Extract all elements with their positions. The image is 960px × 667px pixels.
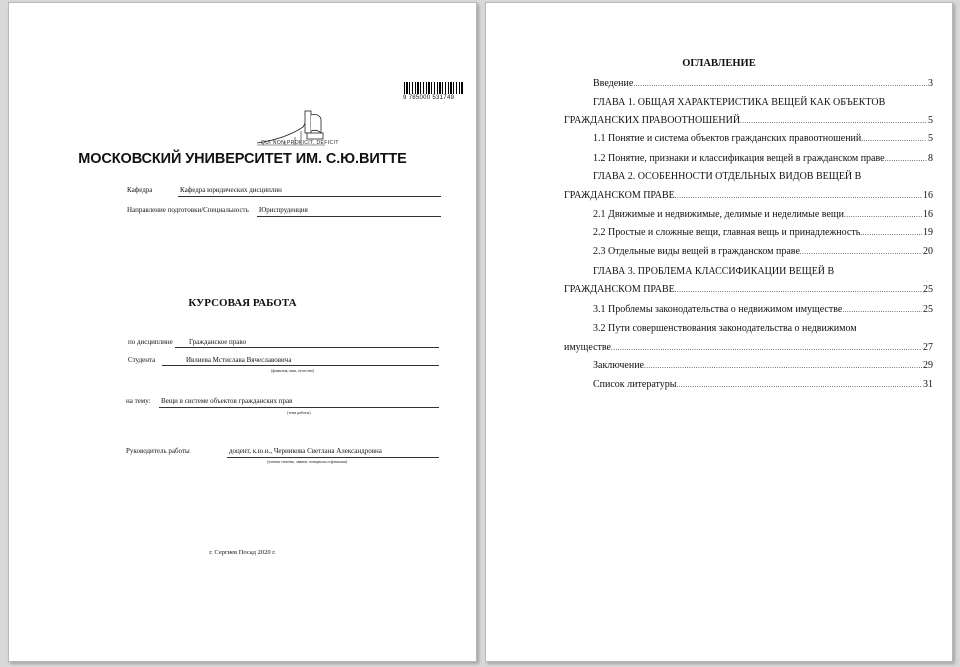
toc-entry-text: 1.1 Понятие и система объектов гражданских правоотношений (593, 133, 862, 144)
toc-entry-text: 2.1 Движимые и недвижимые, делимые и неделимые вещи (593, 209, 844, 220)
toc-entry-text: ГРАЖДАНСКОМ ПРАВЕ (564, 190, 675, 201)
topic-label: на тему: (126, 397, 151, 405)
specialty-line (257, 216, 441, 217)
toc-entry-1-2[interactable] (593, 152, 933, 166)
specialty-label: Направление подготовки/Специальность (127, 206, 249, 214)
toc-entry-2-1[interactable] (593, 208, 933, 222)
toc-entry-text: 1.2 Понятие, признаки и классификация вещей в гражданском праве (593, 153, 885, 164)
toc-entry-page: 5 (928, 115, 933, 126)
topic-line (159, 407, 439, 408)
toc-entry-2-3[interactable] (593, 245, 933, 259)
toc-entry-chapter2-cont[interactable] (564, 189, 933, 203)
topic-hint: (тема работы) (287, 410, 311, 415)
toc-entry-text: Список литературы (593, 379, 677, 390)
supervisor-hint: (ученая степень, звание, инициалы и фамилия) (267, 459, 347, 464)
toc-entry-text: Введение (593, 78, 634, 89)
topic-value: Вещи в системе объектов гражданских прав (161, 397, 293, 405)
toc-entry-text: 2.3 Отдельные виды вещей в гражданском праве (593, 246, 800, 257)
barcode (404, 82, 463, 94)
toc-entry-text: 2.2 Простые и сложные вещи, главная вещь и принадлежность (593, 227, 861, 238)
toc-entry-chapter3[interactable]: ГЛАВА 3. ПРОБЛЕМА КЛАССИФИКАЦИИ ВЕЩЕЙ В (593, 266, 835, 277)
toc-entry-page: 27 (923, 342, 933, 353)
toc-entry-chapter1[interactable]: ГЛАВА 1. ОБЩАЯ ХАРАКТЕРИСТИКА ВЕЩЕЙ КАК ОБЪЕКТОВ (593, 97, 886, 108)
university-logo-icon (255, 109, 333, 153)
specialty-value: Юриспруденция (259, 206, 308, 214)
student-label: Студента (128, 356, 156, 364)
toc-entry-page: 8 (928, 153, 933, 164)
university-name: МОСКОВСКИЙ УНИВЕРСИТЕТ ИМ. С.Ю.ВИТТЕ (78, 151, 407, 167)
toc-entry-text: 3.1 Проблемы законодательства о недвижимом имуществе (593, 304, 843, 315)
student-hint: (фамилия, имя, отчество) (271, 368, 315, 373)
toc-page (485, 2, 953, 662)
toc-entry-page: 3 (928, 78, 933, 89)
toc-entry-2-2[interactable] (593, 226, 933, 240)
logo-motto: QUI NON PROFICIT, DEFICIT (261, 140, 339, 146)
student-value: Ивлиева Мстислава Вячеславовича (186, 356, 292, 364)
toc-entry-references[interactable] (593, 378, 933, 392)
toc-entry-page: 20 (923, 246, 933, 257)
toc-entry-conclusion[interactable] (593, 359, 933, 373)
toc-entry-text: ГРАЖДАНСКИХ ПРАВООТНОШЕНИЙ (564, 115, 741, 126)
supervisor-value: доцент, к.ю.н., Черникова Светлана Александровна (229, 447, 382, 455)
toc-title: ОГЛАВЛЕНИЕ (682, 58, 756, 69)
department-value: Кафедра юридических дисциплин (180, 186, 282, 194)
department-line (178, 196, 441, 197)
title-page (8, 2, 477, 662)
department-label: Кафедра (127, 186, 153, 194)
discipline-label: по дисциплине (128, 338, 173, 346)
city-year: г. Сергиев Посад 2020 г. (209, 549, 276, 556)
toc-entry-1-1[interactable] (593, 132, 933, 146)
toc-entry-page: 19 (923, 227, 933, 238)
supervisor-label: Руководитель работы (126, 447, 190, 455)
toc-entry-intro[interactable] (593, 77, 933, 91)
discipline-value: Гражданское право (189, 338, 247, 346)
toc-entry-chapter2[interactable]: ГЛАВА 2. ОСОБЕННОСТИ ОТДЕЛЬНЫХ ВИДОВ ВЕЩЕЙ В (593, 171, 862, 182)
toc-entry-page: 25 (923, 304, 933, 315)
toc-entry-page: 5 (928, 133, 933, 144)
toc-entry-page: 25 (923, 284, 933, 295)
toc-entry-page: 16 (923, 190, 933, 201)
toc-entry-chapter1-cont[interactable] (564, 114, 933, 128)
discipline-line (175, 347, 439, 348)
toc-entry-text: Заключение (593, 360, 644, 371)
toc-entry-page: 31 (923, 379, 933, 390)
toc-entry-3-2[interactable]: 3.2 Пути совершенствования законодательства о недвижимом (593, 323, 857, 334)
supervisor-line (227, 457, 439, 458)
toc-entry-chapter3-cont[interactable] (564, 283, 933, 297)
document-heading: КУРСОВАЯ РАБОТА (188, 297, 297, 309)
toc-entry-page: 29 (923, 360, 933, 371)
barcode-number: 9 785000 531749 (403, 95, 455, 101)
toc-entry-text: ГРАЖДАНСКОМ ПРАВЕ (564, 284, 675, 295)
toc-entry-3-2-cont[interactable] (564, 341, 933, 355)
toc-entry-text: имуществе (564, 342, 611, 353)
toc-entry-page: 16 (923, 209, 933, 220)
student-line (162, 365, 439, 366)
toc-entry-3-1[interactable] (593, 303, 933, 317)
